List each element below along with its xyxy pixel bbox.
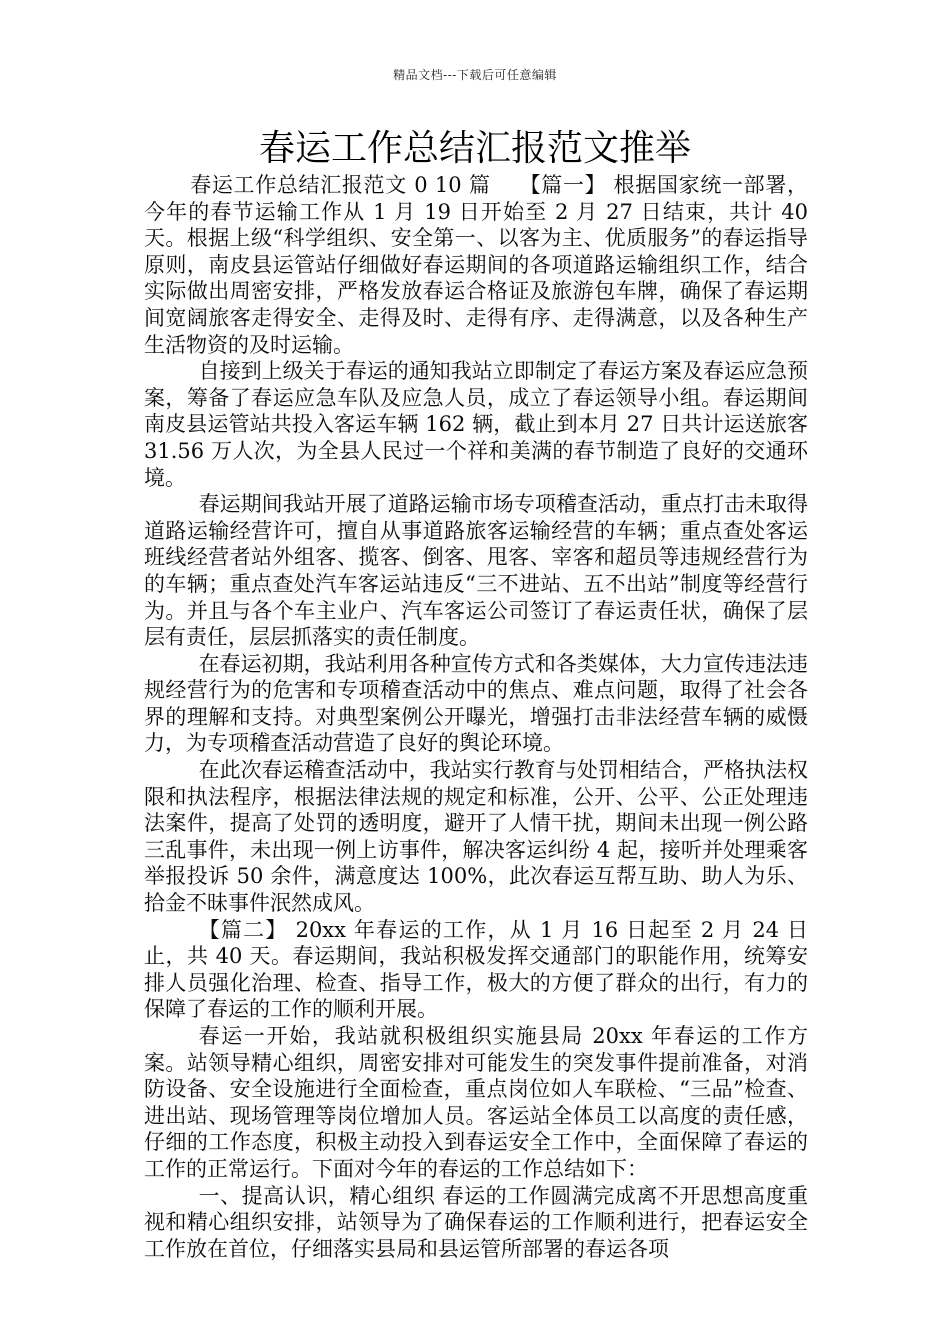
paragraph: 自接到上级关于春运的通知我站立即制定了春运方案及春运应急预案，筹备了春运应急车队及应急人员，成立了春运领导小组。春运期间南皮县运管站共投入客运车辆 162 辆，截止到本月 27 日共计运送旅客 31.56 万人次，为全县人民过一个祥和美满的春节制造了良好的交通环境。 [144, 359, 808, 490]
paragraph: 春运一开始，我站就积极组织实施县局 20xx 年春运的工作方案。站领导精心组织，周密安排对可能发生的突发事件提前准备，对消防设备、安全设施进行全面检查，重点岗位如人车联检、“三品”检查、进出站、现场管理等岗位增加人员。客运站全体员工以高度的责任感，仔细的工作态度，积极主动投入到春运安全工作中，全面保障了春运的工作的正常运行。下面对今年的春运的工作总结如下： [144, 1024, 808, 1181]
header-note: 精品文档---下载后可任意编辑 [393, 68, 557, 82]
paragraph: 【篇二】 20xx 年春运的工作，从 1 月 16 日起至 2 月 24 日止，共 40 天。春运期间，我站积极发挥交通部门的职能作用，统筹安排人员强化治理、检查、指导工作，极大的方便了群众的出行，有力的保障了春运的工作的顺利开展。 [144, 917, 808, 1022]
paragraph: 春运工作总结汇报范文 0 10 篇 【篇一】 根据国家统一部署，今年的春节运输工作从 1 月 19 日开始至 2 月 27 日结束，共计 40 天。根据上级“科学组织、安全第一、以客为主、优质服务”的春运指导原则，南皮县运管站仔细做好春运期间的各项道路运输组织工作，结合实际做出周密安排，严格发放春运合格证及旅游包车牌，确保了春运期间宽阔旅客走得安全、走得及时、走得有序、走得满意，以及各种生产生活物资的及时运输。 [144, 173, 808, 357]
paragraph: 春运期间我站开展了道路运输市场专项稽查活动，重点打击未取得道路运输经营许可，擅自从事道路旅客运输经营的车辆；重点查处客运班线经营者站外组客、揽客、倒客、甩客、宰客和超员等违规经营行为的车辆；重点查处汽车客运站违反“三不进站、五不出站”制度等经营行为。并且与各个车主业户、汽车客运公司签订了春运责任状，确保了层层有责任，层层抓落实的责任制度。 [144, 492, 808, 650]
document-body [144, 172, 808, 1262]
paragraph: 在春运初期，我站利用各种宣传方式和各类媒体，大力宣传违法违规经营行为的危害和专项稽查活动中的焦点、难点问题，取得了社会各界的理解和支持。对典型案例公开曝光，增强打击非法经营车辆的威慑力，为专项稽查活动营造了良好的舆论环境。 [144, 651, 808, 756]
paragraph: 在此次春运稽查活动中，我站实行教育与处罚相结合，严格执法权限和执法程序，根据法律法规的规定和标准，公开、公平、公正处理违法案件，提高了处罚的透明度，避开了人情干扰，期间未出现一例公路三乱事件，未出现一例上访事件，解决客运纠纷 4 起，接听并处理乘客举报投诉 50 余件，满意度达 100%，此次春运互帮互助、助人为乐、拾金不昧事件泯然成风。 [144, 758, 808, 916]
paragraph: 一、提高认识，精心组织 春运的工作圆满完成离不开思想高度重视和精心组织安排，站领导为了确保春运的工作顺利进行，把春运安全工作放在首位，仔细落实县局和县运管所部署的春运各项 [144, 1183, 808, 1261]
document-title: 春运工作总结汇报范文推举 [258, 128, 691, 169]
